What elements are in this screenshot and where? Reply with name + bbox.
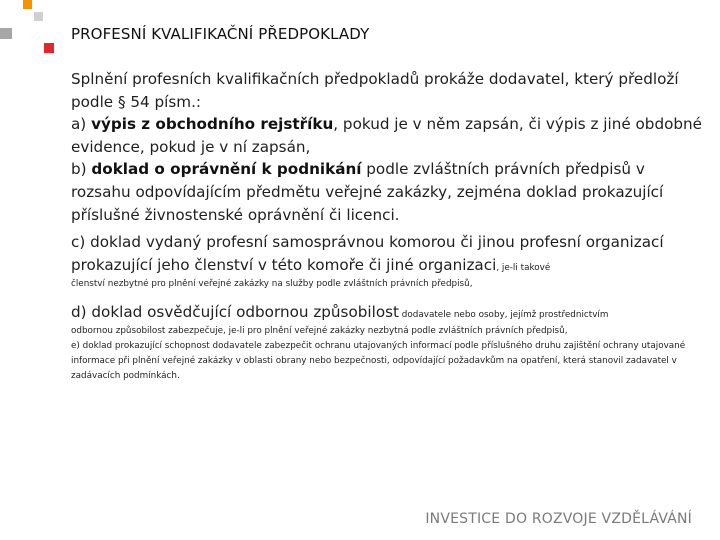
item-d (71, 301, 706, 324)
item-a-prefix: a) (71, 115, 92, 134)
intro-paragraph: Splnění profesních kvalifikačních předpokladů prokáže dodavatel, který předloží podle § 54 písm.: (71, 70, 679, 111)
item-c (71, 231, 706, 276)
item-b-rest: podle zvláštních právních předpisů v rozsahu odpovídajícím předmětu veřejné zakázky, zejména doklad prokazující příslušné živnostenské oprávnění či licenci. (71, 160, 664, 224)
item-a-rest: , pokud je v něm zapsán, či výpis z jiné obdobné evidence, pokud je v ní zapsán, (71, 115, 702, 156)
item-b (71, 158, 706, 226)
page-title: PROFESNÍ KVALIFIKAČNÍ PŘEDPOKLADY (71, 25, 370, 43)
item-c-small-inline: , je-li takové (496, 262, 551, 273)
corner-logo (0, 0, 64, 64)
item-b-bold: doklad o oprávnění k podnikání (91, 160, 362, 179)
item-c-continuation: členství nezbytné pro plnění veřejné zakázky na služby podle zvláštních právních předpisů, (71, 279, 473, 290)
item-a (71, 113, 706, 158)
item-a-bold: výpis z obchodního rejstříku (91, 115, 334, 134)
document-body (71, 68, 706, 384)
item-d-continuation: odbornou způsobilost zabezpečuje, je-li pro plnění veřejné zakázky nezbytná podle zvláštních právních předpisů, (71, 325, 568, 336)
logo-square-red (44, 43, 54, 53)
logo-square-lightgray (34, 12, 43, 21)
logo-square-gray (0, 28, 12, 39)
item-d-main: d) doklad osvědčující odbornou způsobilost (71, 303, 399, 322)
logo-square-orange (23, 0, 32, 9)
item-b-prefix: b) (71, 160, 92, 179)
item-e: e) doklad prokazující schopnost dodavatele zabezpečit ochranu utajovaných informací podle příslušného druhu zajištění ochrany utajované informace při plnění veřejné zakázky v oblasti obrany nebo bezpečnosti, odpovídající požadavkům na opatření, která stanovil zadavatel v zadávacích podmínkách. (71, 340, 686, 381)
footer-slogan: INVESTICE DO ROZVOJE VZDĚLÁVÁNÍ (425, 511, 692, 527)
item-d-small-inline: dodavatele nebo osoby, jejímž prostřednictvím (399, 310, 609, 321)
item-c-main: c) doklad vydaný profesní samosprávnou komorou či jinou profesní organizací prokazující jeho členství v této komoře či jiné organizaci (71, 233, 664, 274)
